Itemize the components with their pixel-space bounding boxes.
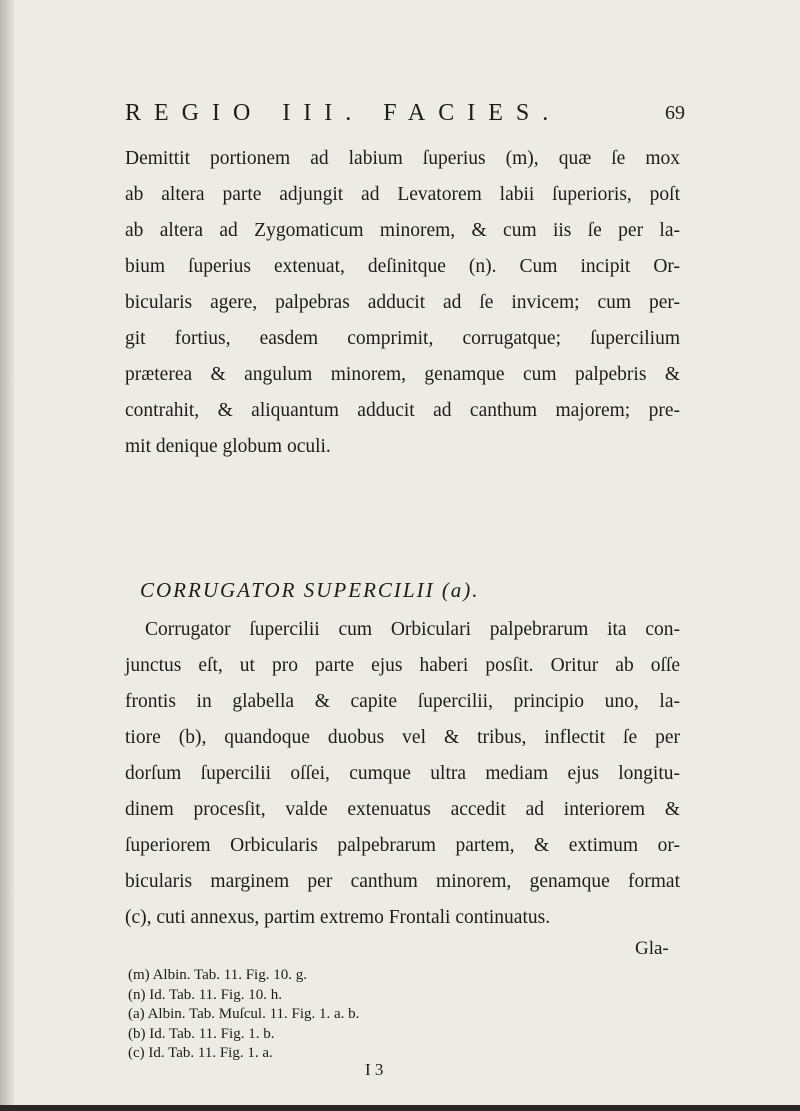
footnotes	[128, 966, 528, 1064]
text-line: (c), cuti annexus, partim extremo Frontali continuatus.	[125, 907, 551, 928]
text-line: frontis in glabella & capite ſupercilii, principio uno, la-	[125, 691, 680, 712]
page-bottom-edge	[0, 1105, 800, 1111]
text-line: ab altera parte adjungit ad Levatorem labii ſuperioris, poſt	[125, 184, 680, 205]
text-line: bium ſuperius extenuat, deſinitque (n). Cum incipit Or-	[125, 256, 680, 277]
text-line: bicularis agere, palpebras adducit ad ſe invicem; cum per-	[125, 292, 680, 313]
text-line: ſuperiorem Orbicularis palpebrarum partem, & extimum or-	[125, 835, 680, 856]
page-number: 69	[665, 102, 685, 124]
footnote: (b) Id. Tab. 11. Fig. 1. b.	[128, 1025, 275, 1042]
text-line: tiore (b), quandoque duobus vel & tribus, inflectit ſe per	[125, 727, 680, 748]
footnote: (n) Id. Tab. 11. Fig. 10. h.	[128, 986, 282, 1003]
text-line: mit denique globum oculi.	[125, 436, 331, 457]
running-head	[125, 100, 685, 130]
paragraph-1	[125, 141, 680, 465]
text-line: bicularis marginem per canthum minorem, genamque format	[125, 871, 680, 892]
text-line: præterea & angulum minorem, genamque cum palpebris &	[125, 364, 680, 385]
text-line: Demittit portionem ad labium ſuperius (m), quæ ſe mox	[125, 148, 680, 169]
text-line: contrahit, & aliquantum adducit ad canthum majorem; pre-	[125, 400, 680, 421]
section-heading: CORRUGATOR SUPERCILII (a).	[140, 578, 480, 602]
catchword: Gla-	[635, 938, 669, 959]
footnote: (c) Id. Tab. 11. Fig. 1. a.	[128, 1045, 273, 1061]
text-line: dorſum ſupercilii oſſei, cumque ultra mediam ejus longitu-	[125, 763, 680, 784]
text-line: Corrugator ſupercilii cum Orbiculari palpebrarum ita con-	[145, 619, 680, 640]
footnote: (m) Albin. Tab. 11. Fig. 10. g.	[128, 967, 307, 983]
text-line: git fortius, easdem comprimit, corrugatque; ſupercilium	[125, 328, 680, 349]
running-title: REGIO III. FACIES.	[125, 100, 562, 126]
text-line: junctus eſt, ut pro parte ejus haberi posſit. Oritur ab oſſe	[125, 655, 680, 676]
footnote: (a) Albin. Tab. Muſcul. 11. Fig. 1. a. b.	[128, 1006, 360, 1022]
text-line: dinem procesſit, valde extenuatus accedit ad interiorem &	[125, 799, 680, 820]
text-line: ab altera ad Zygomaticum minorem, & cum iis ſe per la-	[125, 220, 680, 241]
paragraph-2	[125, 612, 680, 936]
signature-mark: I 3	[365, 1060, 384, 1079]
